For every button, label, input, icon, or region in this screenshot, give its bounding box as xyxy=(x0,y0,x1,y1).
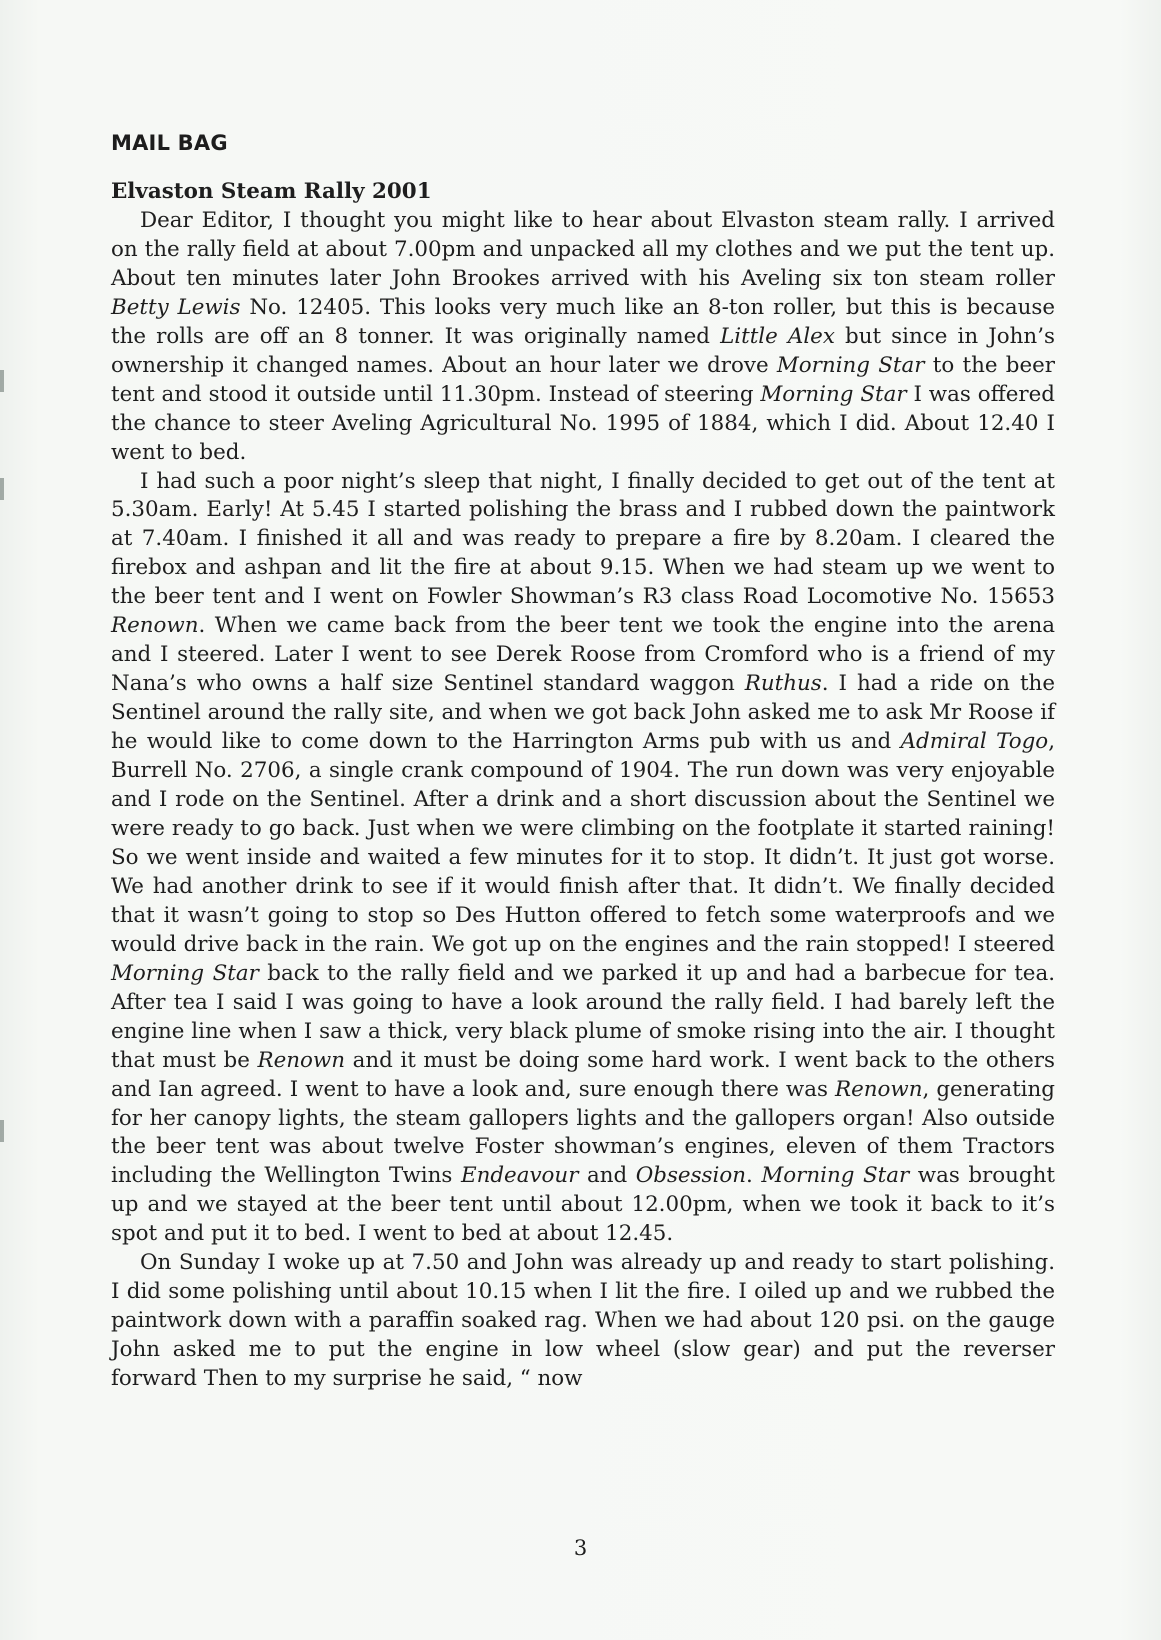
italic-name: Endeavour xyxy=(460,1163,579,1189)
article-paragraph xyxy=(111,1249,1055,1394)
text-run: , Burrell No. 2706, a single crank compound of 1904. The run down was very enjoyable and I rode on the Sentinel. After a drink and a short discussion about the Sentinel we were ready to go back. Just when we were climbing on the footplate it started raining! So we went inside and waited a few minutes for it to stop. It didn’t. It just got worse. We had another drink to see if it would finish after that. It didn’t. We finally decided that it wasn’t going to stop so Des Hutton offered to fetch some waterproofs and we would drive back in the rain. We got up on the engines and the rain stopped! I steered xyxy=(111,729,1055,957)
article-paragraphs xyxy=(111,207,1055,1394)
binding-mark xyxy=(0,1120,4,1142)
text-run: . When we came back from the beer tent we took the engine into the arena and I steered. Later I went to see Derek Roose from Cromford who is a friend of my Nana’s who owns a half size Sentinel standard waggon xyxy=(111,613,1055,697)
italic-name: Morning Star xyxy=(761,1163,910,1189)
binding-mark xyxy=(0,478,4,500)
article-paragraph xyxy=(111,468,1055,1250)
text-run: No. 12405. This looks very much like an 8-ton roller, but this is because the rolls are off an 8 tonner. It was originally named xyxy=(111,294,1055,349)
article-body xyxy=(111,178,1055,1394)
text-run: back to the rally field and we parked it up and had a barbecue for tea. After tea I said I was going to have a look around the rally field. I had barely left the engine line when I saw a thick, very black plume of smoke rising into the air. I thought that must be xyxy=(111,960,1055,1073)
text-run: I had such a poor night’s sleep that night, I finally decided to get out of the tent at 5.30am. Early! At 5.45 I started polishing the brass and I rubbed down the paintwork at 7.40am. I finished it all and was ready to prepare a fire by 8.20am. I cleared the firebox and ashpan and lit the fire at about 9.15. When we had steam up we went to the beer tent and I went on Fowler Showman’s R3 class Road Locomotive No. 15653 xyxy=(111,468,1055,610)
text-run: to the beer tent and stood it outside until 11.30pm. Instead of steering xyxy=(111,352,1056,407)
italic-name: Renown xyxy=(257,1047,345,1073)
text-run: Dear Editor, I thought you might like to hear about Elvaston steam rally. I arrived on the rally field at about 7.00pm and unpacked all my clothes and we put the tent up. About ten minutes later John Brookes arrived with his Aveling six ton steam roller xyxy=(111,207,1055,291)
text-run: , generating for her canopy lights, the steam gallopers lights and the gallopers organ! Also outside the beer tent was about twelve Foster showman’s engines, eleven of them Tractors including the Wellington Twins xyxy=(111,1076,1055,1189)
italic-name: Little Alex xyxy=(720,323,835,349)
page-number: 3 xyxy=(573,1536,588,1560)
italic-name: Obsession xyxy=(635,1163,747,1189)
text-run: On Sunday I woke up at 7.50 and John was already up and ready to start polishing. I did some polishing until about 10.15 when I lit the fire. I oiled up and we rubbed the paintwork down with a paraffin soaked rag. When we had about 120 psi. on the gauge John asked me to put the engine in low wheel (slow gear) and put the reverser forward Then to my surprise he said, “ now xyxy=(111,1250,1055,1392)
article-title: Elvaston Steam Rally 2001 xyxy=(111,179,432,204)
text-run: but since in John’s ownership it changed names. About an hour later we drove xyxy=(111,323,1055,378)
text-run: was brought up and we stayed at the beer tent until about 12.00pm, when we took it back to it’s spot and put it to bed. I went to bed at about 12.45. xyxy=(111,1163,1055,1247)
binding-mark xyxy=(0,370,4,392)
italic-name: Morning Star xyxy=(111,960,259,986)
text-run: I was offered the chance to steer Aveling Agricultural No. 1995 of 1884, which I did. About 12.40 I went to bed. xyxy=(111,381,1056,465)
italic-name: Betty Lewis xyxy=(111,294,241,320)
text-run: . xyxy=(746,1163,762,1189)
italic-name: Renown xyxy=(834,1076,923,1102)
text-run: and xyxy=(578,1163,636,1189)
article-paragraph xyxy=(111,207,1055,468)
italic-name: Renown xyxy=(111,613,199,639)
italic-name: Morning Star xyxy=(776,352,925,378)
italic-name: Admiral Togo xyxy=(900,729,1049,755)
italic-name: Ruthus xyxy=(744,671,822,697)
italic-name: Morning Star xyxy=(760,381,907,407)
text-run: . I had a ride on the Sentinel around the rally site, and when we got back John asked me to ask Mr Roose if he would like to come down to the Harrington Arms pub with us and xyxy=(111,671,1055,755)
section-heading: MAIL BAG xyxy=(111,131,228,155)
text-run: and it must be doing some hard work. I went back to the others and Ian agreed. I went to have a look and, sure enough there was xyxy=(111,1047,1056,1102)
